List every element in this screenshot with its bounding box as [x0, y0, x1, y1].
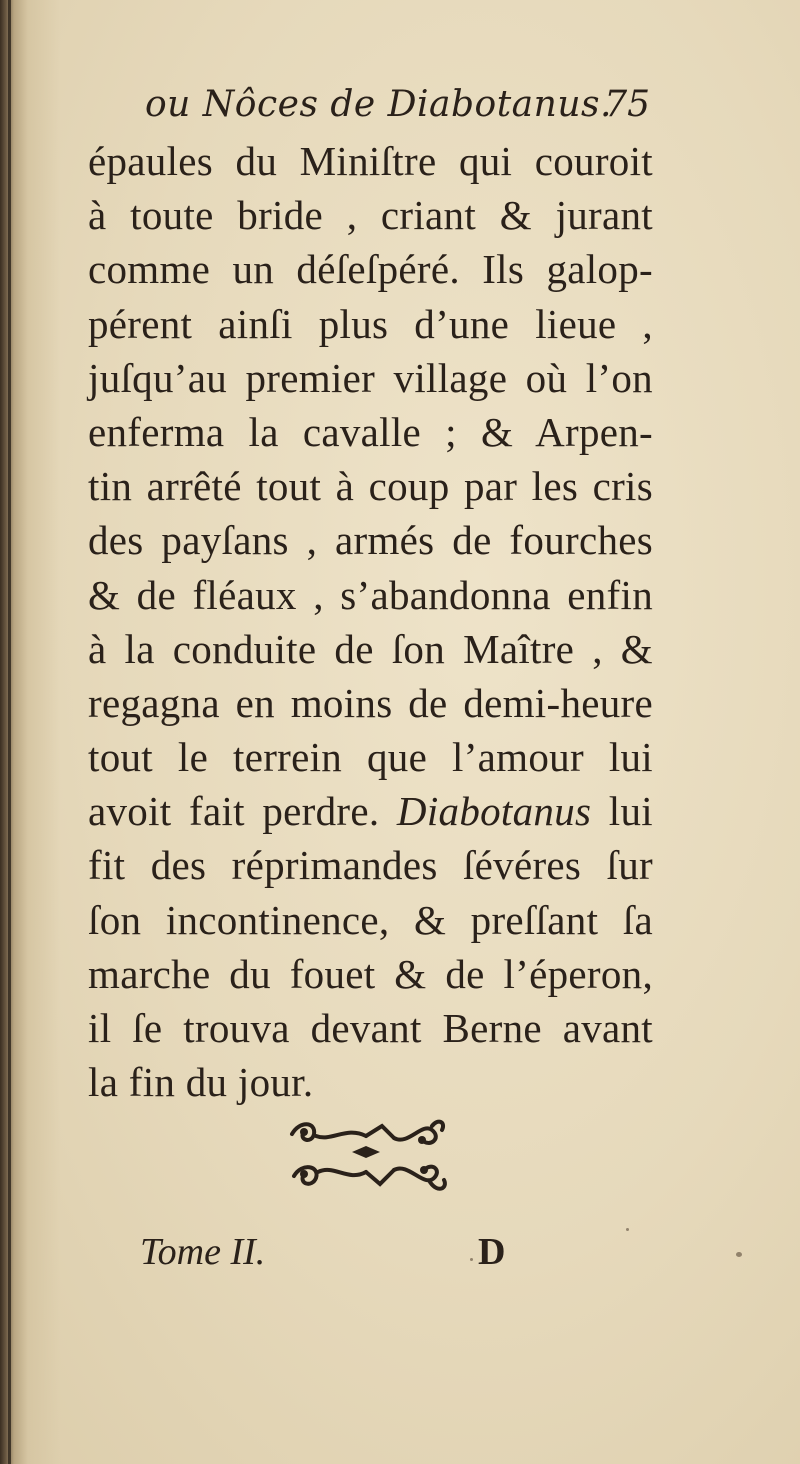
text-line: enferma la cavalle ; & Arpen- — [88, 408, 653, 455]
paper-speck — [470, 1258, 473, 1261]
paper-speck — [736, 1252, 742, 1257]
printer-ornament-icon — [282, 1112, 452, 1204]
page-number: 75 — [604, 84, 650, 125]
text-line: tin arrêté tout à coup par les cris — [88, 463, 653, 510]
text-line: à la conduite de ſon Maître , & — [88, 625, 653, 672]
body-text — [88, 134, 653, 1109]
gathering-signature: D — [478, 1231, 506, 1273]
text-segment: avoit fait perdre. — [88, 788, 380, 835]
text-line-mixed — [88, 784, 653, 838]
text-line: la fin du jour. — [88, 1059, 314, 1106]
text-line: à toute bride , criant & jurant — [88, 192, 653, 239]
text-line: marche du fouet & de l’éperon, — [88, 950, 653, 997]
running-head — [145, 80, 660, 130]
paper-speck — [626, 1228, 629, 1231]
text-segment: lui — [608, 788, 653, 835]
text-line: comme un déſeſpéré. Ils galop- — [88, 246, 653, 293]
text-line: épaules du Miniſtre qui couroit — [88, 138, 653, 184]
text-line: il ſe trouva devant Berne avant — [88, 1005, 653, 1051]
text-line: & de fléaux , s’abandonna enfin — [88, 571, 653, 618]
binding-edge — [8, 0, 11, 1464]
text-line: juſqu’au premier village où l’on — [88, 354, 653, 401]
text-line: ſon incontinence, & preſſant ſa — [88, 896, 653, 943]
text-line: regagna en moins de demi-heure — [88, 679, 653, 726]
italic-name: Diabotanus — [396, 788, 592, 835]
text-line: pérent ainſi plus d’une lieue , — [88, 300, 653, 347]
running-title: ou Nôces de Diabotanus. — [145, 84, 612, 125]
text-line: des payſans , armés de fourches — [88, 517, 653, 564]
text-line: fit des réprimandes ſévéres ſur — [88, 842, 653, 889]
volume-signature: Tome II. — [140, 1231, 266, 1273]
text-line: tout le terrein que l’amour lui — [88, 734, 653, 781]
page-footer — [140, 1225, 540, 1279]
